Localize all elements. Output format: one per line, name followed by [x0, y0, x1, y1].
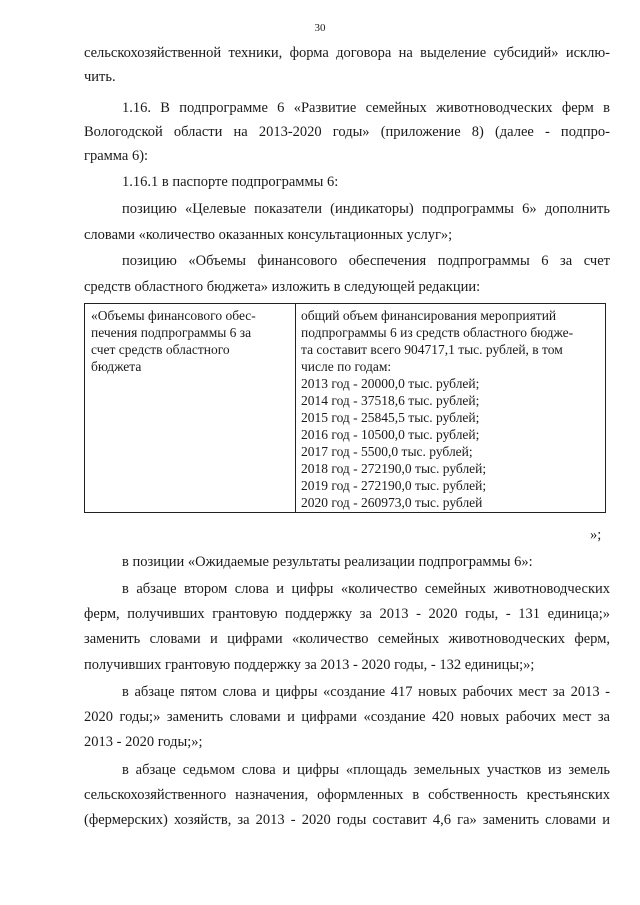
text-line: ферм, получивших грантовую поддержку за 2013 - 2020 годы, - 131 единица;» [84, 606, 610, 622]
text-line: позицию «Объемы финансового обеспечения подпрограммы 6 за счет [122, 253, 610, 269]
text-line: в абзаце седьмом слова и цифры «площадь земельных участков из земель [122, 762, 610, 778]
text-line: в позиции «Ожидаемые результаты реализации подпрограммы 6»: [122, 554, 533, 570]
table-left-line: печения подпрограммы 6 за [91, 325, 252, 340]
table-right-line: 2017 год - 5500,0 тыс. рублей; [301, 444, 473, 459]
closing-quote: »; [590, 527, 602, 543]
text-line: 2013 - 2020 годы;»; [84, 734, 203, 750]
text-line: (фермерских) хозяйств, за 2013 - 2020 годы составит 4,6 га» заменить словами и [84, 812, 610, 828]
text-line: позицию «Целевые показатели (индикаторы) подпрограммы 6» дополнить [122, 201, 610, 217]
text-line: сельскохозяйственной техники, форма договора на выделение субсидий» исклю- [84, 45, 610, 61]
table-right-line: 2015 год - 25845,5 тыс. рублей; [301, 410, 480, 425]
text-line: сельскохозяйственного назначения, оформленных в собственность крестьянских [84, 787, 610, 803]
table-left-line: счет средств областного [91, 342, 230, 357]
table-right-line: та составит всего 904717,1 тыс. рублей, в том [301, 342, 563, 357]
text-line: 2020 годы;» заменить словами и цифрами «создание 420 новых рабочих мест за [84, 709, 610, 725]
table-right-line: 2020 год - 260973,0 тыс. рублей [301, 495, 483, 510]
table-right-line: 2018 год - 272190,0 тыс. рублей; [301, 461, 487, 476]
table-left-line: бюджета [91, 359, 142, 374]
page-number: 30 [314, 22, 326, 34]
text-line: Вологодской области на 2013-2020 годы» (приложение 8) (далее - подпро- [84, 124, 610, 140]
text-line: словами «количество оказанных консультационных услуг»; [84, 227, 453, 243]
table-right-line: 2019 год - 272190,0 тыс. рублей; [301, 478, 487, 493]
table-right-line: 2013 год - 20000,0 тыс. рублей; [301, 376, 480, 391]
table-right-line: 2016 год - 10500,0 тыс. рублей; [301, 427, 480, 442]
table-right-line: общий объем финансирования мероприятий [301, 308, 557, 323]
text-line: чить. [84, 69, 116, 85]
text-line: грамма 6): [84, 148, 149, 164]
text-line: получивших грантовую поддержку за 2013 - 2020 годы, - 132 единицы;»; [84, 657, 535, 673]
funding-table [84, 303, 606, 513]
text-line: средств областного бюджета» изложить в следующей редакции: [84, 279, 481, 295]
table-right-line: 2014 год - 37518,6 тыс. рублей; [301, 393, 480, 408]
text-line: 1.16. В подпрограмме 6 «Развитие семейных животноводческих ферм в [122, 100, 610, 116]
table-right-line: числе по годам: [301, 359, 392, 374]
text-line: в абзаце втором слова и цифры «количество семейных животноводческих [122, 581, 610, 597]
table-right-line: подпрограммы 6 из средств областного бюдже- [301, 325, 574, 340]
text-line: 1.16.1 в паспорте подпрограммы 6: [122, 174, 339, 190]
text-line: в абзаце пятом слова и цифры «создание 417 новых рабочих мест за 2013 - [122, 684, 610, 700]
table-column-divider [295, 304, 296, 512]
text-line: заменить словами и цифрами «количество семейных животноводческих ферм, [84, 631, 610, 647]
table-left-line: «Объемы финансового обес- [91, 308, 256, 323]
